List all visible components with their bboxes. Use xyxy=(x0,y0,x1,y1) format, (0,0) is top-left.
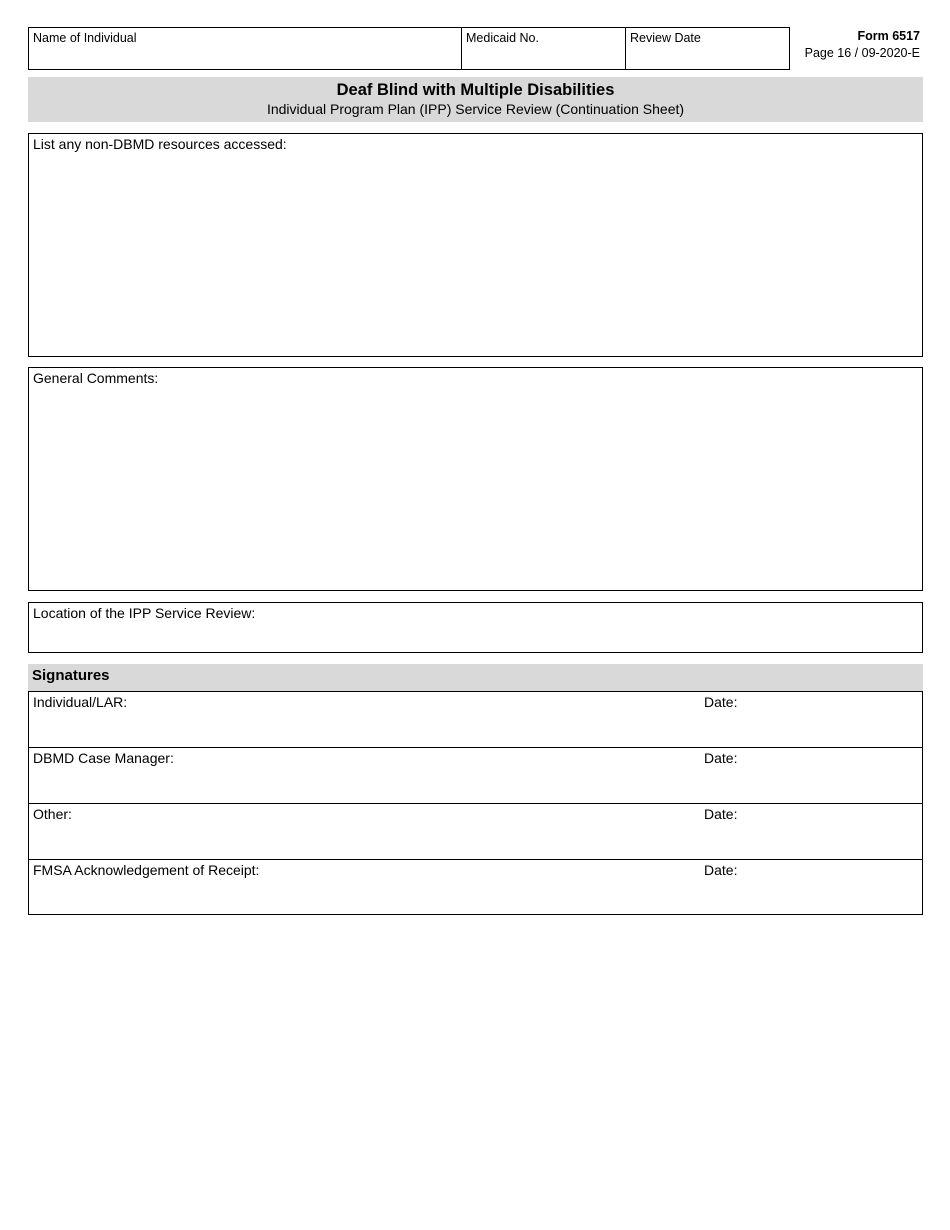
signature-label: Other: xyxy=(33,806,72,822)
date-label: Date: xyxy=(704,750,738,766)
name-of-individual-label: Name of Individual xyxy=(33,31,137,45)
date-label: Date: xyxy=(704,694,738,710)
individual-lar-date-input[interactable] xyxy=(704,714,918,742)
review-date-label: Review Date xyxy=(630,31,701,45)
page-title: Deaf Blind with Multiple Disabilities xyxy=(336,81,615,99)
location-label: Location of the IPP Service Review: xyxy=(33,605,256,621)
case-manager-signature-input[interactable] xyxy=(33,770,697,798)
fmsa-signature-input[interactable] xyxy=(33,882,697,910)
signature-label: FMSA Acknowledgement of Receipt: xyxy=(33,862,260,878)
form-info xyxy=(805,28,920,62)
location-box xyxy=(28,602,923,653)
date-label: Date: xyxy=(704,806,738,822)
resources-label: List any non-DBMD resources accessed: xyxy=(33,136,287,152)
page-info: Page 16 / 09-2020-E xyxy=(804,46,920,60)
other-date-input[interactable] xyxy=(704,826,918,854)
individual-lar-signature-input[interactable] xyxy=(33,714,697,742)
signature-label: Individual/LAR: xyxy=(33,694,128,710)
resources-input[interactable] xyxy=(33,156,918,352)
form-number: Form 6517 xyxy=(857,29,920,43)
signature-row-fmsa-acknowledgement xyxy=(29,860,922,914)
resources-box xyxy=(28,133,923,357)
signature-row-other xyxy=(29,804,922,860)
location-input[interactable] xyxy=(33,627,918,651)
name-of-individual-field[interactable] xyxy=(28,27,462,70)
signature-label: DBMD Case Manager: xyxy=(33,750,174,766)
signatures-heading: Signatures xyxy=(28,664,923,691)
signatures-table xyxy=(28,691,923,915)
page-subtitle: Individual Program Plan (IPP) Service Review (Continuation Sheet) xyxy=(266,101,685,117)
review-date-field[interactable] xyxy=(625,27,790,70)
date-label: Date: xyxy=(704,862,738,878)
general-comments-label: General Comments: xyxy=(33,370,159,386)
signature-row-individual-lar xyxy=(29,692,922,748)
other-signature-input[interactable] xyxy=(33,826,697,854)
signature-row-dbmd-case-manager xyxy=(29,748,922,804)
medicaid-number-label: Medicaid No. xyxy=(466,31,539,45)
general-comments-box xyxy=(28,367,923,591)
general-comments-input[interactable] xyxy=(33,390,918,586)
fmsa-date-input[interactable] xyxy=(704,882,918,910)
title-band xyxy=(28,77,923,122)
medicaid-number-field[interactable] xyxy=(461,27,626,70)
case-manager-date-input[interactable] xyxy=(704,770,918,798)
